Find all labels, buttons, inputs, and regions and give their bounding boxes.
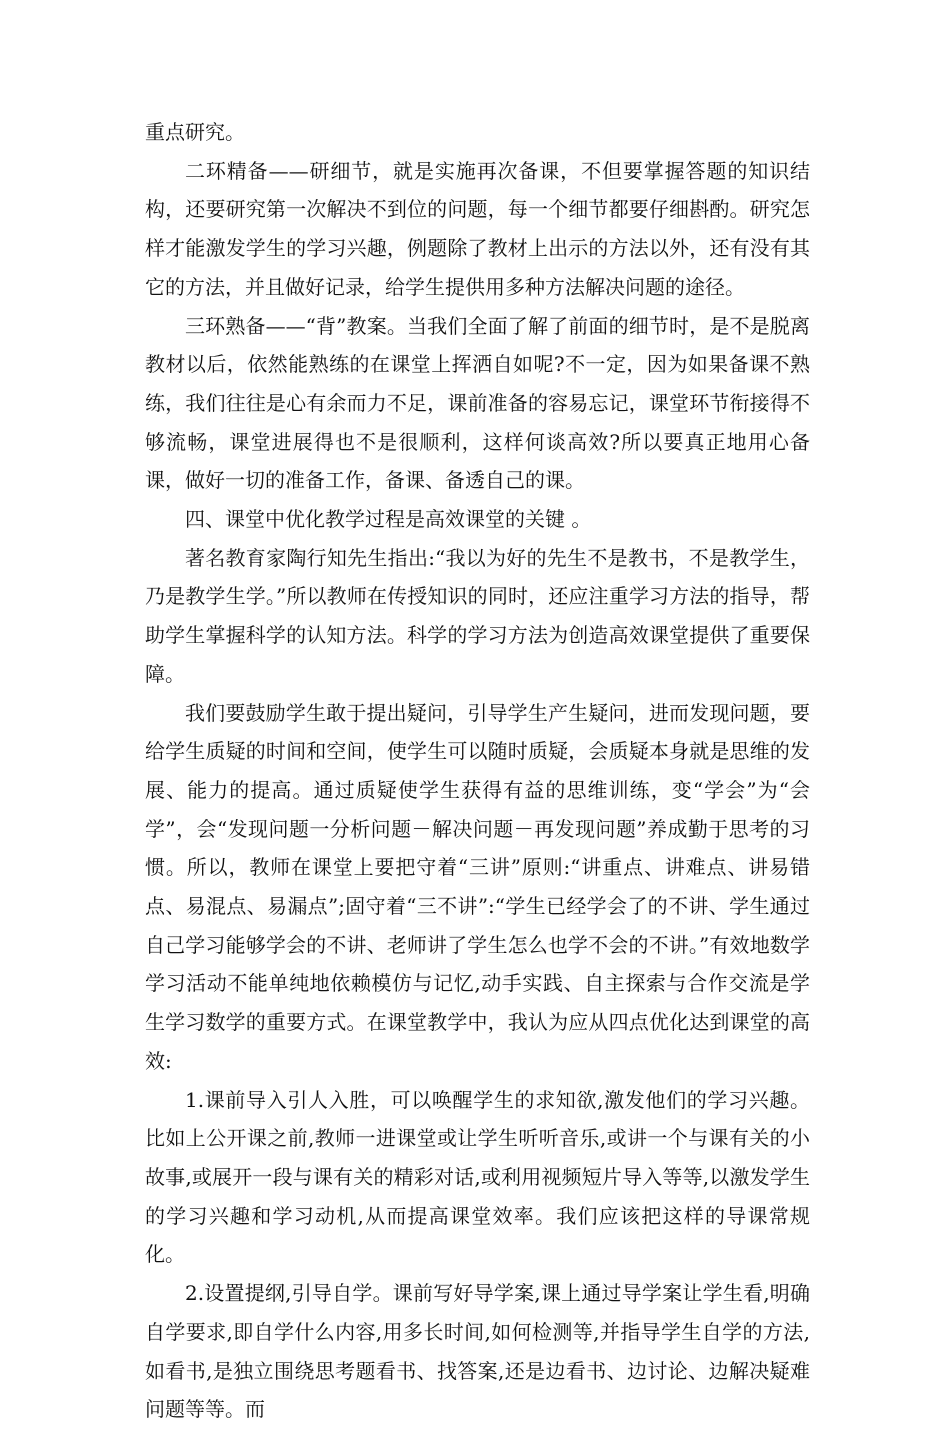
paragraph-point-two: 2.设置提纲,引导自学。课前写好导学案,课上通过导学案让学生看,明确自学要求,即自学什么内容,用多长时间,如何检测等,并指导学生自学的方法,如看书,是独立围绕思考题看书、找答案,还是边看书、边讨论、边解决疑难问题等等。而 [145, 1281, 810, 1422]
paragraph-point-one: 1.课前导入引人入胜，可以唤醒学生的求知欲,激发他们的学习兴趣。比如上公开课之前,教师一进课堂或让学生听听音乐,或讲一个与课有关的小故事,或展开一段与课有关的精彩对话,或利用视频短片导入等等,以激发学生的学习兴趣和学习动机,从而提高课堂效率。我们应该把这样的导课常规化。 [145, 1087, 810, 1267]
paragraph-third-stage: 三环熟备——“背”教案。当我们全面了解了前面的细节时，是不是脱离教材以后，依然能熟练的在课堂上挥洒自如呢?不一定，因为如果备课不熟练，我们往往是心有余而力不足，课前准备的容易忘记，课堂环节衔接得不够流畅，课堂进展得也不是很顺利，这样何谈高效?所以要真正地用心备课，做好一切的准备工作，备课、备透自己的课。 [145, 313, 810, 493]
paragraph-questioning: 我们要鼓励学生敢于提出疑问，引导学生产生疑问，进而发现问题，要给学生质疑的时间和空间，使学生可以随时质疑，会质疑本身就是思维的发展、能力的提高。通过质疑使学生获得有益的思维训练，变“学会”为“会学”，会“发现问题一分析问题－解决问题－再发现问题”养成勤于思考的习惯。所以，教师在课堂上要把守着“三讲”原则:“讲重点、讲难点、讲易错点、易混点、易漏点”;固守着“三不讲”:“学生已经学会了的不讲、学生通过自己学习能够学会的不讲、老师讲了学生怎么也学不会的不讲。”有效地数学学习活动不能单纯地依赖模仿与记忆,动手实践、自主探索与合作交流是学生学习数学的重要方式。在课堂教学中，我认为应从四点优化达到课堂的高效: [145, 700, 810, 1073]
section-heading-four: 四、课堂中优化教学过程是高效课堂的关键 。 [185, 507, 592, 532]
paragraph-tao-xingzhi: 著名教育家陶行知先生指出:“我以为好的先生不是教书，不是教学生，乃是教学生学。”所以教师在传授知识的同时，还应注重学习方法的指导，帮助学生掌握科学的认知方法。科学的学习方法为创造高效课堂提供了重要保障。 [145, 545, 810, 686]
paragraph-second-stage: 二环精备——研细节，就是实施再次备课，不但要掌握答题的知识结构，还要研究第一次解决不到位的问题，每一个细节都要仔细斟酌。研究怎样才能激发学生的学习兴趣，例题除了教材上出示的方法以外，还有没有其它的方法，并且做好记录，给学生提供用多种方法解决问题的途径。 [145, 158, 810, 299]
paragraph-continuation: 重点研究。 [145, 120, 245, 144]
body-text [145, 113, 810, 1429]
